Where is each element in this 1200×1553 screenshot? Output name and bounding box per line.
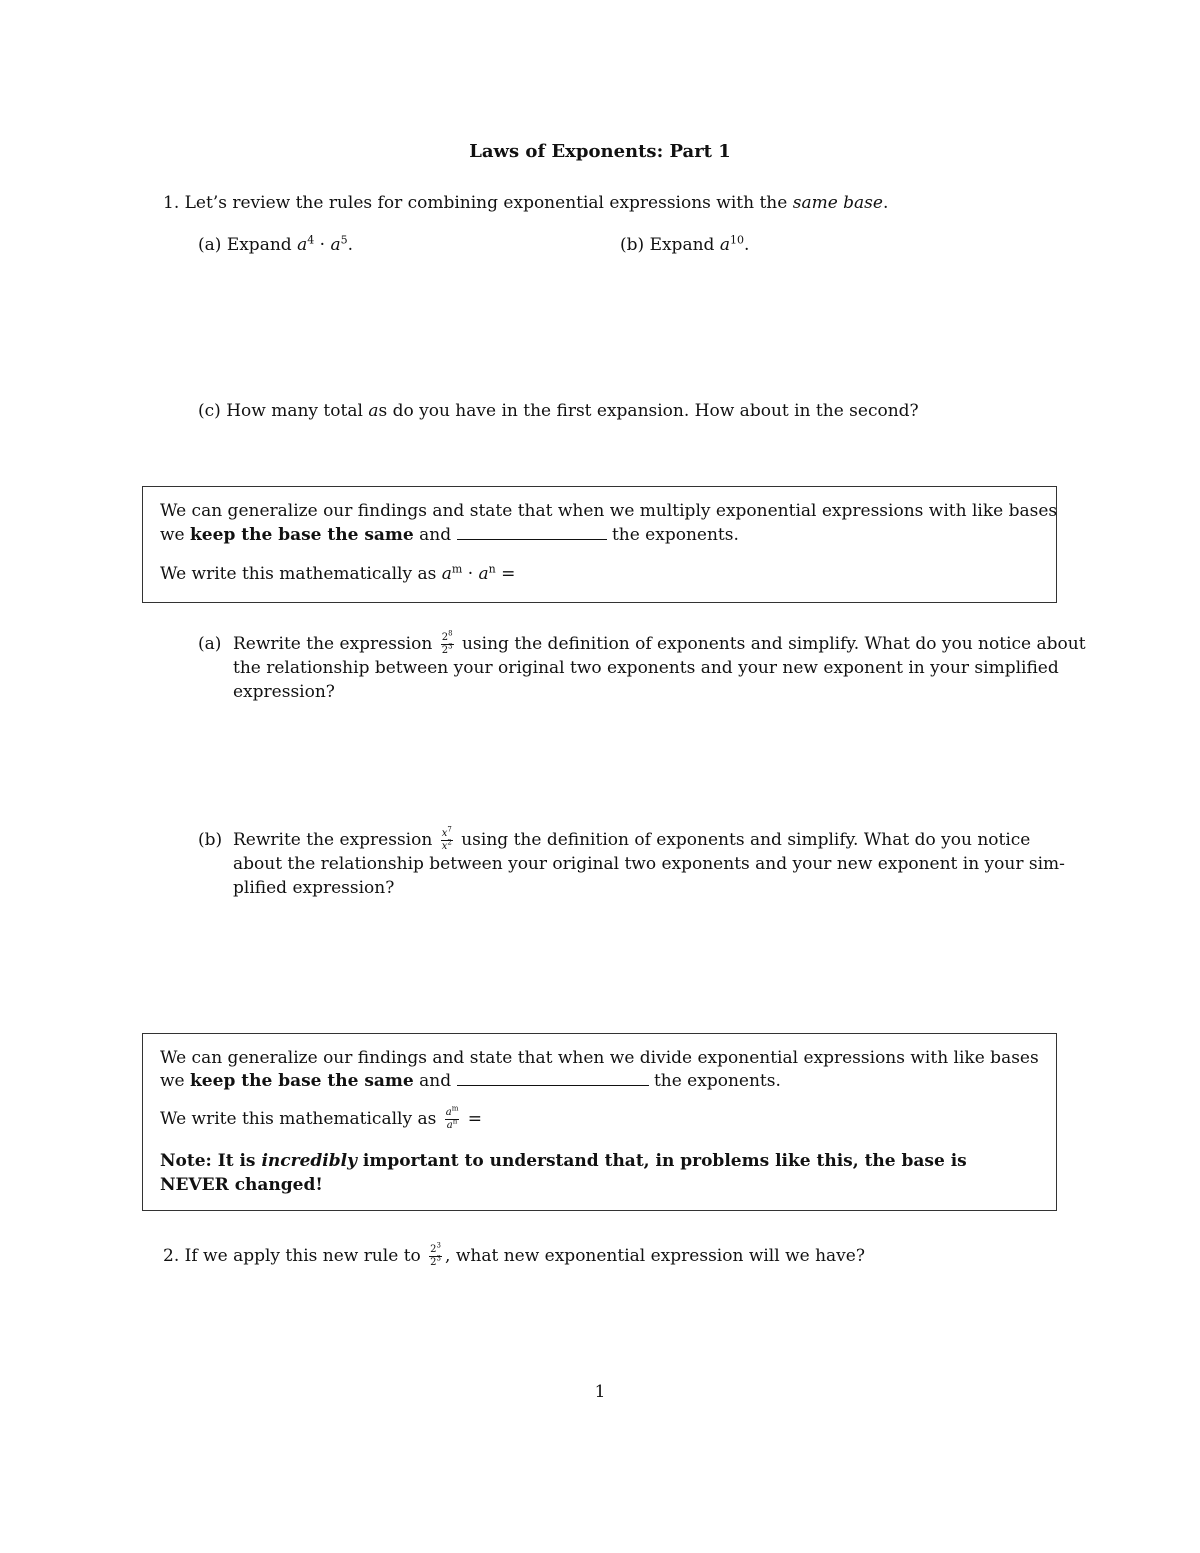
question-1c-text: How many total as do you have in the first expansion. How about in the second?: [226, 401, 919, 421]
question-1-number: 1.: [163, 193, 180, 213]
fraction-2-3-over-2-3: $\frac{2^3}{2^3}$: [430, 1241, 442, 1268]
question-2-number: 2.: [163, 1246, 180, 1266]
question-1a-text: Expand: [226, 235, 292, 255]
question-1a-label: (a): [198, 235, 222, 255]
question-1a: [198, 235, 353, 255]
multiplication-rule-box: [142, 486, 1057, 603]
box2-line3: We write this mathematically as $\frac{a^m}{a^n}$ =: [160, 1104, 482, 1131]
box2-bold-phrase: keep the base the same: [190, 1071, 414, 1091]
box1-line2: we keep the base the same and the exponents.: [160, 525, 739, 545]
multiply-answer-blank[interactable]: [457, 538, 607, 540]
question-1c-label: (c): [198, 401, 221, 421]
part-b-text: Rewrite the expression $\frac{x^7}{x^2}$ using the definition of exponents and simplify. What do you notice about the relationship between your original two exponents and your new exponent in your sim- plified expression?: [233, 825, 1065, 898]
fraction-x-7-over-x-2: $\frac{x^7}{x^2}$: [441, 825, 452, 852]
question-1b-expression: $a^{10}$.: [719, 233, 750, 255]
question-1-text: Let’s review the rules for combining exponential expressions with the: [184, 193, 788, 213]
question-1b: [620, 235, 749, 255]
box1-line3: We write this mathematically as $a^m \cdot a^n$ =: [160, 562, 516, 584]
division-rule-box: [142, 1033, 1057, 1211]
question-1-period: .: [882, 193, 889, 213]
divide-answer-blank[interactable]: [457, 1084, 649, 1086]
question-1b-text: Expand: [649, 235, 715, 255]
part-a-label: (a): [198, 634, 222, 654]
question-1-emphasis: same base: [792, 193, 883, 213]
box2-line1: We can generalize our findings and state that when we divide exponential expressions with like bases: [160, 1048, 1039, 1068]
question-2: 2. If we apply this new rule to $\frac{2^3}{2^3}$ , what new exponential expression will we have?: [163, 1241, 865, 1268]
important-note: Note: It is incredibly important to understand that, in problems like this, the base is NEVER changed!: [160, 1151, 967, 1195]
question-1c: [198, 401, 919, 421]
question-1: [163, 193, 888, 213]
part-b-label: (b): [198, 830, 223, 850]
product-rule-expression: $a^m \cdot a^n$ =: [441, 562, 516, 584]
fraction-2-8-over-2-3: $\frac{2^8}{2^3}$: [441, 629, 453, 656]
box1-bold-phrase: keep the base the same: [190, 525, 414, 545]
box1-line1: We can generalize our findings and state that when we multiply exponential expressions with like bases: [160, 501, 1058, 521]
question-1b-label: (b): [620, 235, 645, 255]
part-a-text: Rewrite the expression $\frac{2^8}{2^3}$ using the definition of exponents and simplify. What do you notice about the relationship between your original two exponents and your new exponent in your simplified expression?: [233, 629, 1086, 702]
box2-line2: we keep the base the same and the exponents.: [160, 1071, 781, 1091]
fraction-a-m-over-a-n: $\frac{a^m}{a^n}$: [445, 1104, 459, 1131]
page-number: 1: [594, 1382, 606, 1402]
question-1a-expression: $a^4 \cdot a^5$.: [297, 233, 353, 255]
page-title: Laws of Exponents: Part 1: [469, 141, 731, 162]
